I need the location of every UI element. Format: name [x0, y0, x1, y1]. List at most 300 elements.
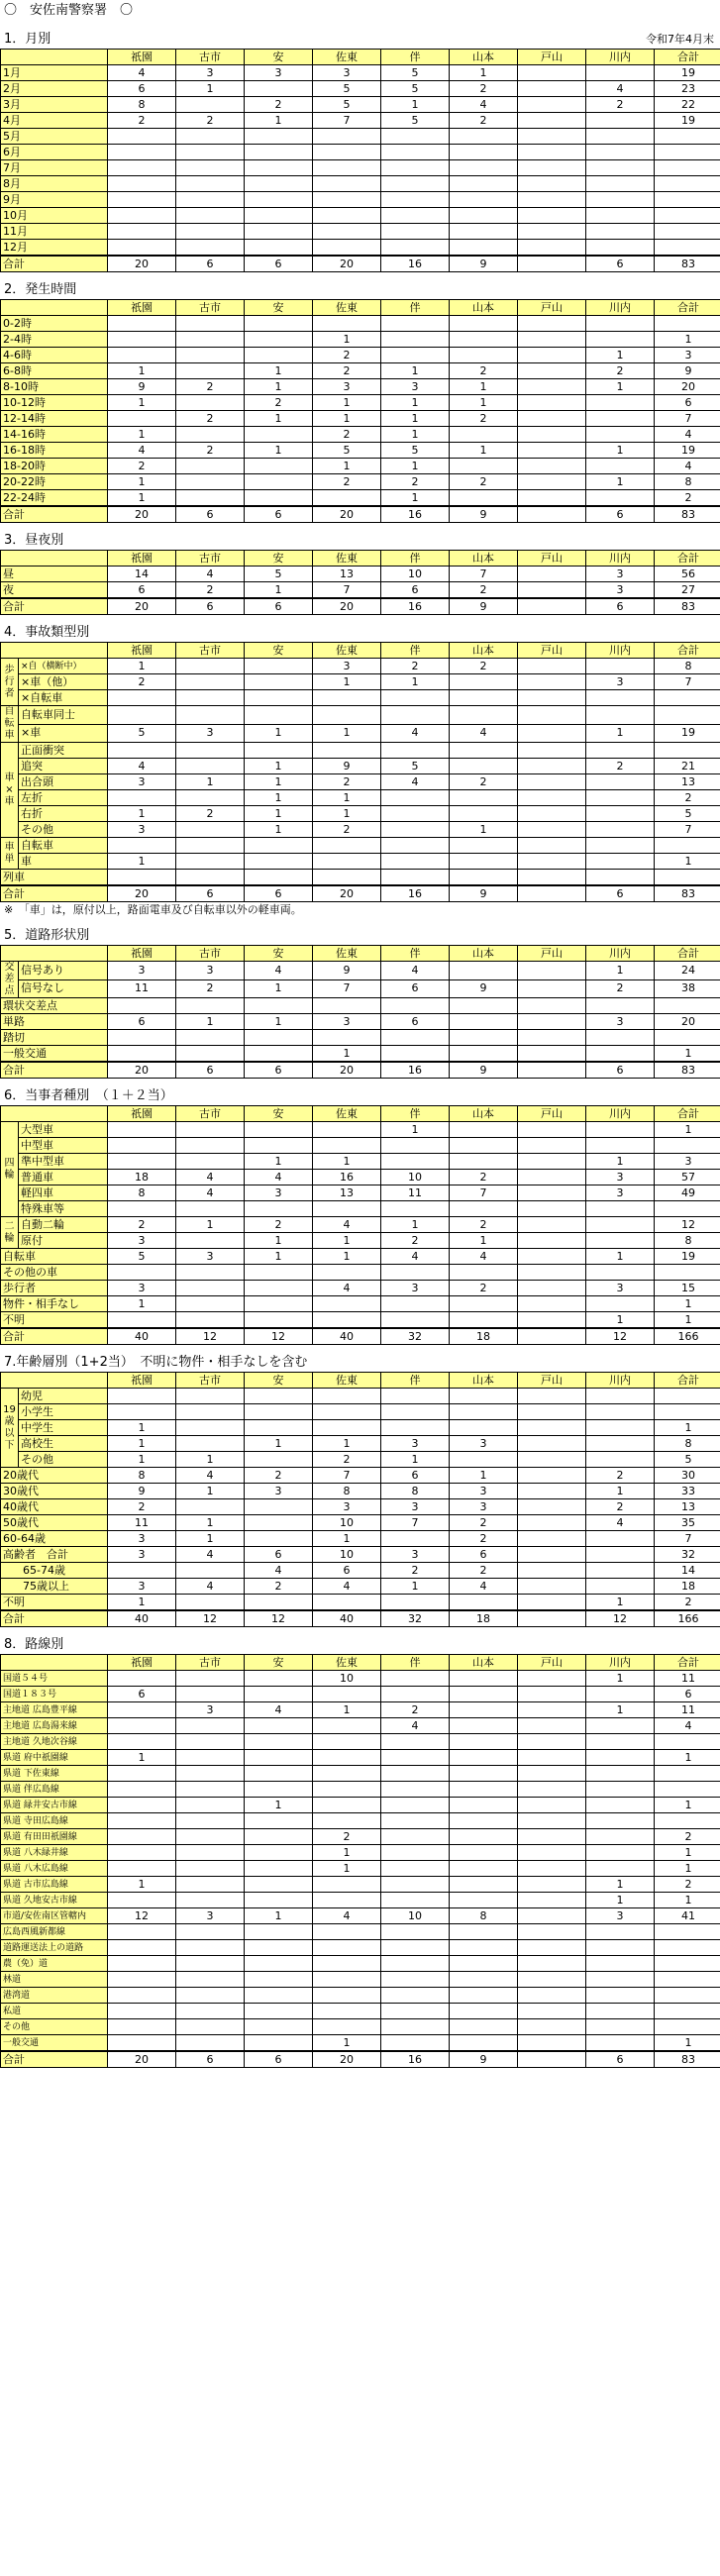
table-cell: 3	[313, 1499, 381, 1515]
section-title: 3．昼夜別	[4, 533, 64, 548]
table-cell: 10	[313, 1547, 381, 1563]
table-cell: 6	[176, 256, 245, 272]
column-header: 川内	[586, 946, 655, 962]
table-cell	[518, 81, 586, 97]
table-cell: 1	[381, 1579, 450, 1595]
table-cell	[450, 332, 518, 348]
table-cell: 3	[586, 582, 655, 599]
table-cell	[313, 690, 381, 706]
table-cell: 1	[245, 790, 313, 806]
table-cell	[586, 395, 655, 411]
table-cell	[450, 348, 518, 363]
table-cell: 20	[313, 1062, 381, 1079]
table-cell	[176, 998, 245, 1014]
table-cell	[245, 1312, 313, 1329]
table-cell	[176, 1154, 245, 1170]
table-cell: 30	[655, 1468, 720, 1484]
table-cell	[450, 1893, 518, 1908]
table-cell	[245, 690, 313, 706]
table-cell	[381, 2035, 450, 2052]
row-label: 県道 古市広島線	[1, 1877, 108, 1893]
table-cell	[586, 1734, 655, 1750]
table-row	[1, 1766, 720, 1782]
table-row	[1, 854, 720, 870]
row-label: 大型車	[19, 1122, 108, 1138]
row-group-label: 19歳以下	[1, 1389, 19, 1468]
table-cell: 1	[655, 1798, 720, 1813]
table-cell: 2	[313, 1452, 381, 1468]
table-cell	[176, 363, 245, 379]
column-header: 安	[245, 1373, 313, 1389]
header-row	[1, 300, 720, 316]
table-cell	[586, 2035, 655, 2052]
table-row	[1, 1893, 720, 1908]
table-cell	[108, 998, 176, 1014]
table-cell	[586, 490, 655, 507]
row-label: 林道	[1, 1972, 108, 1988]
table-cell: 6	[586, 256, 655, 272]
table-cell: 20	[313, 506, 381, 523]
column-header: 合計	[655, 50, 720, 65]
table-cell	[518, 1579, 586, 1595]
table-cell	[176, 1956, 245, 1972]
section-title: 2．発生時間	[4, 282, 77, 297]
table-row	[1, 1499, 720, 1515]
row-label: 県道 伴広島線	[1, 1782, 108, 1798]
column-header: 川内	[586, 300, 655, 316]
table-cell: 4	[176, 1185, 245, 1201]
table-cell: 33	[655, 1484, 720, 1499]
section-title-row	[0, 532, 720, 550]
table-cell	[450, 1389, 518, 1404]
table-cell	[381, 1420, 450, 1436]
table-cell	[450, 192, 518, 208]
table-cell	[450, 1014, 518, 1030]
table-cell	[586, 1404, 655, 1420]
table-cell	[586, 1813, 655, 1829]
column-header: 川内	[586, 1106, 655, 1122]
row-label: 踏切	[1, 1030, 108, 1046]
table-cell: 7	[313, 979, 381, 998]
table-cell	[518, 1296, 586, 1312]
table-cell	[450, 1030, 518, 1046]
table-cell: 1	[450, 379, 518, 395]
table-cell	[586, 854, 655, 870]
row-label: 合計	[1, 1062, 108, 1079]
table-cell: 2	[586, 1499, 655, 1515]
table-cell: 2	[108, 1499, 176, 1515]
table-cell: 2	[245, 1579, 313, 1595]
table-row	[1, 690, 720, 706]
table-cell: 20	[313, 885, 381, 902]
table-row	[1, 1014, 720, 1030]
table-cell: 2	[313, 474, 381, 490]
table-row	[1, 1547, 720, 1563]
table-cell: 6	[313, 1563, 381, 1579]
column-header: 安	[245, 1655, 313, 1671]
table-cell: 1	[313, 332, 381, 348]
table-cell	[518, 582, 586, 599]
table-cell: 2	[586, 97, 655, 113]
table-cell	[518, 224, 586, 240]
table-cell: 18	[450, 1610, 518, 1627]
table-cell: 5	[381, 113, 450, 129]
table-cell: 1	[108, 1595, 176, 1611]
table-cell: 3	[108, 774, 176, 790]
table-cell	[176, 759, 245, 774]
table-cell	[586, 1138, 655, 1154]
table-cell: 3	[450, 1436, 518, 1452]
table-cell	[586, 1845, 655, 1861]
row-label: 一般交通	[1, 1046, 108, 1063]
table-cell	[245, 1531, 313, 1547]
table-cell	[518, 2035, 586, 2052]
table-cell	[518, 1062, 586, 1079]
table-cell	[381, 1798, 450, 1813]
table-cell	[586, 160, 655, 176]
table-cell: 3	[381, 379, 450, 395]
table-cell: 1	[655, 2035, 720, 2052]
table-cell	[108, 1046, 176, 1063]
table-cell	[313, 1122, 381, 1138]
row-label: 11月	[1, 224, 108, 240]
table-row	[1, 1877, 720, 1893]
table-cell	[176, 1233, 245, 1249]
column-header: 合計	[655, 300, 720, 316]
table-cell	[450, 1972, 518, 1988]
table-cell	[176, 1972, 245, 1988]
header-row	[1, 643, 720, 659]
table-cell	[108, 838, 176, 854]
table-cell	[655, 998, 720, 1014]
table-cell	[245, 427, 313, 443]
table-cell	[586, 145, 655, 160]
table-cell	[245, 1766, 313, 1782]
table-cell	[176, 690, 245, 706]
table-cell: 12	[176, 1610, 245, 1627]
table-cell: 20	[313, 2051, 381, 2068]
section-table	[0, 1372, 720, 1627]
table-cell	[245, 1861, 313, 1877]
table-cell	[518, 1046, 586, 1063]
table-cell: 1	[655, 1312, 720, 1329]
row-label: ×車（他）	[19, 674, 108, 690]
table-row	[1, 1829, 720, 1845]
table-row	[1, 81, 720, 97]
table-cell: 5	[108, 724, 176, 743]
table-cell	[586, 1420, 655, 1436]
table-cell: 11	[381, 1185, 450, 1201]
table-cell: 1	[245, 1154, 313, 1170]
table-cell	[450, 1595, 518, 1611]
column-header: 山本	[450, 946, 518, 962]
table-cell	[176, 459, 245, 474]
table-cell: 23	[655, 81, 720, 97]
column-header: 祇園	[108, 50, 176, 65]
table-cell: 20	[655, 1014, 720, 1030]
table-cell: 10	[381, 1908, 450, 1924]
table-cell: 1	[245, 411, 313, 427]
table-cell	[586, 1233, 655, 1249]
column-header: 伴	[381, 1106, 450, 1122]
table-cell	[381, 1766, 450, 1782]
table-row	[1, 1908, 720, 1924]
table-row	[1, 1988, 720, 2004]
table-cell	[381, 790, 450, 806]
column-header: 安	[245, 551, 313, 567]
table-cell	[450, 224, 518, 240]
column-header: 山本	[450, 551, 518, 567]
table-cell: 1	[586, 474, 655, 490]
table-cell: 6	[245, 2051, 313, 2068]
table-cell	[450, 1138, 518, 1154]
table-cell: 6	[108, 1687, 176, 1702]
header-corner	[1, 946, 108, 962]
table-cell	[450, 427, 518, 443]
table-cell: 1	[450, 1468, 518, 1484]
table-cell	[450, 1845, 518, 1861]
row-label: 0-2時	[1, 316, 108, 332]
table-cell	[313, 743, 381, 759]
table-cell: 7	[450, 1185, 518, 1201]
table-cell	[518, 332, 586, 348]
table-cell	[176, 160, 245, 176]
table-cell	[108, 1138, 176, 1154]
table-cell: 1	[176, 1531, 245, 1547]
table-cell	[655, 1265, 720, 1281]
table-cell	[586, 1030, 655, 1046]
table-cell	[381, 870, 450, 886]
table-cell	[313, 1988, 381, 2004]
table-cell: 2	[381, 1563, 450, 1579]
table-cell: 1	[176, 81, 245, 97]
row-label: 4月	[1, 113, 108, 129]
table-cell	[450, 962, 518, 980]
table-row	[1, 1845, 720, 1861]
table-cell	[381, 192, 450, 208]
table-cell: 6	[245, 506, 313, 523]
table-cell: 2	[245, 97, 313, 113]
table-cell	[176, 2035, 245, 2052]
table-cell: 3	[108, 1579, 176, 1595]
table-cell: 20	[108, 885, 176, 902]
table-cell	[313, 1924, 381, 1940]
table-cell	[176, 1687, 245, 1702]
table-row	[1, 582, 720, 599]
table-cell: 2	[586, 979, 655, 998]
table-cell	[245, 2004, 313, 2019]
table-cell	[450, 1122, 518, 1138]
table-cell	[381, 1201, 450, 1217]
table-cell: 1	[313, 1702, 381, 1718]
table-cell	[586, 870, 655, 886]
table-cell	[313, 2019, 381, 2035]
table-cell: 1	[313, 1046, 381, 1063]
table-cell	[313, 1138, 381, 1154]
table-cell: 40	[108, 1328, 176, 1345]
table-cell	[655, 1940, 720, 1956]
table-cell	[245, 1671, 313, 1687]
row-label: 12-14時	[1, 411, 108, 427]
column-header: 祇園	[108, 1655, 176, 1671]
table-cell	[518, 1420, 586, 1436]
table-cell	[176, 1750, 245, 1766]
table-cell: 1	[245, 379, 313, 395]
table-cell: 8	[655, 1233, 720, 1249]
table-cell	[108, 2004, 176, 2019]
table-cell: 56	[655, 567, 720, 582]
table-cell	[655, 1972, 720, 1988]
row-label: 3月	[1, 97, 108, 113]
table-cell: 166	[655, 1610, 720, 1627]
column-header: 川内	[586, 50, 655, 65]
table-cell	[586, 316, 655, 332]
table-cell: 1	[655, 1420, 720, 1436]
row-label: 県道 寺田広島線	[1, 1813, 108, 1829]
table-cell	[518, 743, 586, 759]
table-cell: 3	[655, 1154, 720, 1170]
table-cell: 6	[586, 885, 655, 902]
row-label: ×自（横断中）	[19, 659, 108, 674]
table-cell	[655, 1404, 720, 1420]
total-row	[1, 885, 720, 902]
row-label: 20歳代	[1, 1468, 108, 1484]
table-row	[1, 1281, 720, 1296]
table-cell: 1	[313, 674, 381, 690]
table-cell: 3	[245, 65, 313, 81]
table-cell	[176, 1265, 245, 1281]
table-cell: 11	[108, 979, 176, 998]
table-cell: 3	[655, 348, 720, 363]
table-row	[1, 1750, 720, 1766]
table-row	[1, 65, 720, 81]
row-group-label: 二輪	[1, 1217, 19, 1249]
table-cell: 7	[450, 567, 518, 582]
table-cell: 1	[245, 1908, 313, 1924]
table-cell: 5	[313, 81, 381, 97]
table-cell	[518, 316, 586, 332]
table-cell	[450, 1924, 518, 1940]
table-cell	[176, 348, 245, 363]
table-cell: 1	[586, 348, 655, 363]
table-cell: 1	[313, 1861, 381, 1877]
column-header: 安	[245, 300, 313, 316]
row-group-label: 四輪	[1, 1122, 19, 1217]
table-cell	[518, 474, 586, 490]
table-cell	[518, 160, 586, 176]
table-cell	[176, 1829, 245, 1845]
table-cell: 6	[245, 1062, 313, 1079]
table-cell: 1	[245, 582, 313, 599]
table-cell: 1	[655, 854, 720, 870]
row-label: 合計	[1, 506, 108, 523]
table-cell	[245, 1030, 313, 1046]
table-cell	[586, 113, 655, 129]
table-cell: 1	[313, 1436, 381, 1452]
table-cell	[518, 427, 586, 443]
table-cell: 1	[108, 1452, 176, 1468]
table-cell	[245, 208, 313, 224]
table-cell	[518, 1940, 586, 1956]
table-cell: 3	[450, 1499, 518, 1515]
table-cell	[108, 1956, 176, 1972]
header-row	[1, 946, 720, 962]
table-cell	[518, 1734, 586, 1750]
table-cell	[381, 1940, 450, 1956]
table-cell	[586, 1389, 655, 1404]
table-cell: 1	[655, 1893, 720, 1908]
table-cell	[381, 1265, 450, 1281]
row-label: 合計	[1, 256, 108, 272]
table-cell: 1	[313, 1845, 381, 1861]
table-cell	[586, 1265, 655, 1281]
table-cell: 6	[108, 1014, 176, 1030]
table-cell: 6	[586, 506, 655, 523]
table-row	[1, 1122, 720, 1138]
table-cell	[176, 2019, 245, 2035]
table-cell: 7	[655, 1531, 720, 1547]
table-cell: 2	[176, 411, 245, 427]
table-cell	[518, 1265, 586, 1281]
table-cell	[108, 316, 176, 332]
table-cell	[518, 363, 586, 379]
table-cell	[176, 395, 245, 411]
table-cell	[655, 838, 720, 854]
column-header: 佐東	[313, 300, 381, 316]
header-row	[1, 1106, 720, 1122]
table-cell	[586, 1687, 655, 1702]
table-cell: 12	[655, 1217, 720, 1233]
table-cell	[586, 240, 655, 257]
table-cell	[245, 1452, 313, 1468]
column-header: 祇園	[108, 551, 176, 567]
table-cell	[176, 316, 245, 332]
table-cell	[450, 490, 518, 507]
table-cell	[518, 348, 586, 363]
table-cell: 2	[176, 806, 245, 822]
table-cell: 4	[245, 1563, 313, 1579]
row-label: 出合頭	[19, 774, 108, 790]
table-cell: 4	[108, 443, 176, 459]
table-row	[1, 1468, 720, 1484]
table-cell	[381, 1030, 450, 1046]
table-cell	[586, 690, 655, 706]
table-cell: 4	[313, 1579, 381, 1595]
table-cell	[518, 256, 586, 272]
table-cell: 9	[108, 1484, 176, 1499]
table-cell	[450, 2004, 518, 2019]
table-cell	[108, 348, 176, 363]
table-row	[1, 706, 720, 725]
table-cell	[450, 208, 518, 224]
table-cell: 9	[450, 598, 518, 615]
table-cell: 10	[381, 567, 450, 582]
table-cell: 2	[586, 1468, 655, 1484]
table-cell	[518, 1687, 586, 1702]
table-cell	[586, 332, 655, 348]
table-cell	[450, 1782, 518, 1798]
table-cell	[381, 1154, 450, 1170]
table-row	[1, 674, 720, 690]
table-cell: 9	[313, 962, 381, 980]
table-cell	[313, 1972, 381, 1988]
table-cell: 6	[176, 598, 245, 615]
page-title: 〇 安佐南警察署 〇	[4, 3, 134, 18]
table-cell	[108, 2019, 176, 2035]
table-row	[1, 208, 720, 224]
table-cell: 1	[245, 363, 313, 379]
table-cell	[655, 240, 720, 257]
